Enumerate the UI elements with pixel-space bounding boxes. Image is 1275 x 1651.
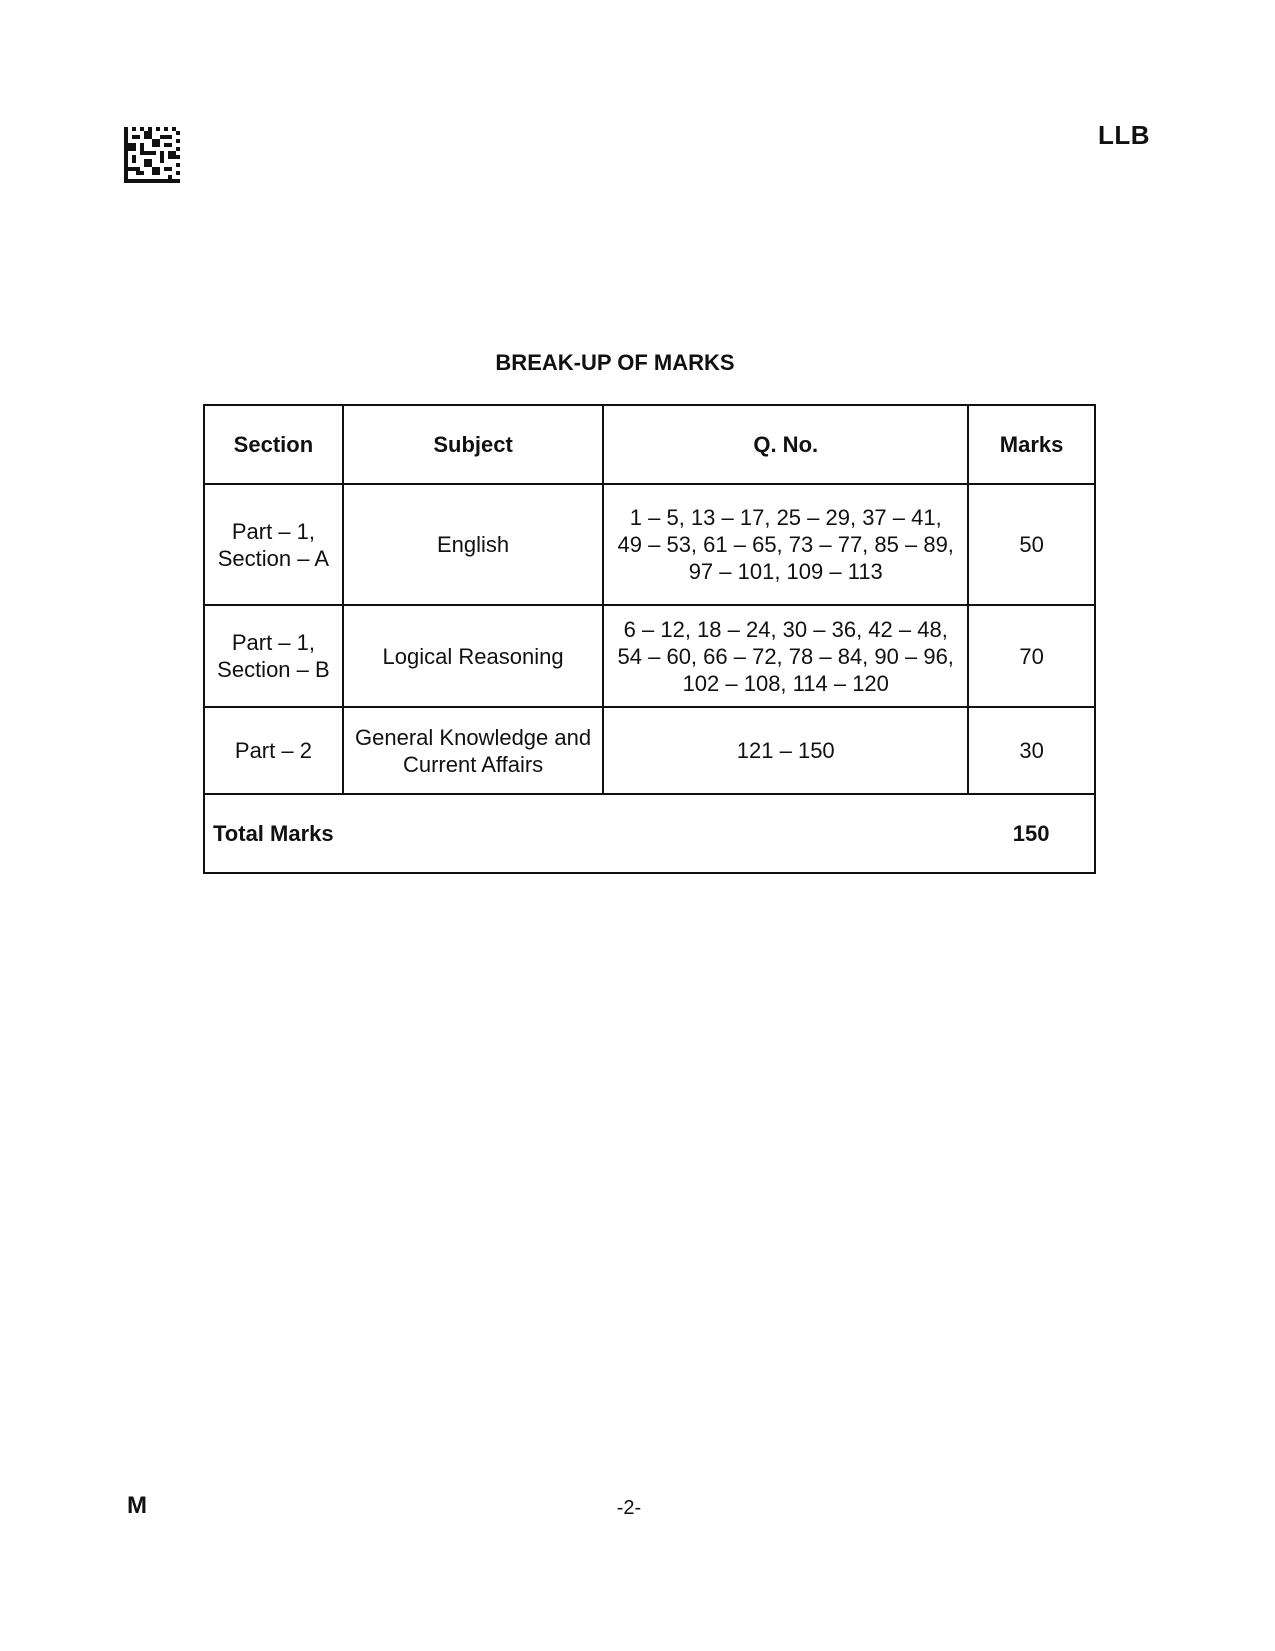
page-title: BREAK-UP OF MARKS [495, 350, 735, 375]
marks-cell: 70 [968, 605, 1095, 707]
section-text: Part – 1, [231, 630, 315, 655]
subject-cell [343, 707, 603, 794]
section-cell [204, 707, 343, 794]
section-text: Part – 1, [231, 518, 315, 544]
header-section: Section [204, 405, 343, 484]
header-subject: Subject [343, 405, 603, 484]
qno-cell [603, 707, 968, 794]
subject-text: English [436, 532, 510, 557]
datamatrix-barcode [124, 127, 180, 183]
exam-code: LLB [1097, 120, 1150, 150]
section-cell [204, 484, 343, 605]
qno-text: 97 – 101, 109 – 113 [688, 559, 883, 584]
qno-text: 6 – 12, 18 – 24, 30 – 36, 42 – 48, [623, 616, 948, 642]
qno-text: 102 – 108, 114 – 120 [682, 670, 889, 696]
marks-cell: 30 [968, 707, 1095, 794]
section-text: Section – A [217, 545, 330, 571]
subject-text: Logical Reasoning [382, 643, 564, 669]
total-label: Total Marks [204, 794, 968, 873]
marks-cell: 50 [968, 484, 1095, 605]
qno-text: 49 – 53, 61 – 65, 73 – 77, 85 – 89, [617, 532, 954, 557]
subject-cell [343, 605, 603, 707]
qno-cell [603, 484, 968, 605]
section-cell [204, 605, 343, 707]
page-number: -2- [616, 1497, 642, 1519]
total-row [204, 794, 1095, 873]
subject-text: General Knowledge and [355, 724, 592, 750]
table-row [204, 707, 1095, 794]
qno-text: 54 – 60, 66 – 72, 78 – 84, 90 – 96, [617, 643, 954, 669]
table-row [204, 484, 1095, 605]
section-text: Part – 2 [234, 738, 312, 763]
qno-cell [603, 605, 968, 707]
subject-cell [343, 484, 603, 605]
header-qno: Q. No. [603, 405, 968, 484]
qno-text: 121 – 150 [736, 738, 835, 763]
footer-series-code: M [127, 1492, 147, 1519]
subject-text: Current Affairs [402, 751, 544, 777]
qno-text: 1 – 5, 13 – 17, 25 – 29, 37 – 41, [629, 505, 942, 530]
header-marks: Marks [968, 405, 1095, 484]
section-text: Section – B [217, 657, 330, 682]
table-header-row [204, 405, 1095, 484]
total-value: 150 [968, 794, 1095, 873]
marks-table [203, 404, 1096, 874]
table-row [204, 605, 1095, 707]
